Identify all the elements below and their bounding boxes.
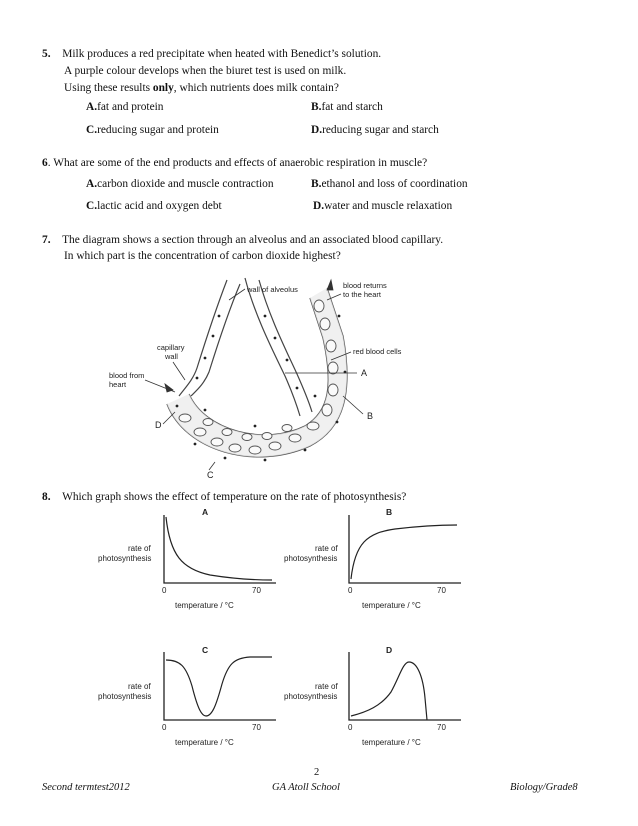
label-blood-from-1: blood from [109, 371, 145, 380]
graph-c-x0: 0 [162, 723, 167, 732]
q6-option-c[interactable]: C.lactic acid and oxygen debt [86, 200, 222, 212]
label-capillary-1: capillary [157, 343, 185, 352]
graph-b-plot [345, 515, 465, 587]
graph-a-title: A [202, 507, 209, 517]
label-capillary-2: wall [165, 352, 178, 361]
q5-line-3-post: , which nutrients does milk contain? [173, 82, 339, 94]
graph-d-xlabel: temperature / °C [362, 738, 421, 747]
label-a: A [361, 368, 368, 378]
label-wall-of-alveolus: wall of alveolus [247, 285, 298, 294]
graph-b-curve [351, 525, 457, 579]
graph-d-ylabel-1: rate of [315, 682, 338, 691]
graph-d-x1: 70 [437, 723, 446, 732]
q5-line-1: Milk produces a red precipitate when heated with Benedict’s solution. [62, 48, 382, 60]
q6-text: . What are some of the end products and effects of anaerobic respiration in muscle? [47, 157, 428, 169]
alveolus-wall-right-outer [245, 278, 300, 416]
graph-c-ylabel-1: rate of [128, 682, 151, 691]
graph-c-axes [164, 652, 276, 720]
graph-c-title: C [202, 645, 209, 655]
alveolus-diagram [105, 276, 405, 482]
q7-line-1: The diagram shows a section through an alveolus and an associated blood capillary. [62, 234, 444, 246]
graph-c-xlabel: temperature / °C [175, 738, 234, 747]
graph-a-xlabel: temperature / °C [175, 601, 234, 610]
label-c: C [207, 470, 214, 480]
graph-d-title: D [386, 645, 393, 655]
label-red-blood-cells: red blood cells [353, 347, 402, 356]
graph-c-plot [160, 652, 280, 724]
footer-right: Biology/Grade8 [510, 782, 578, 793]
graph-d-axes [349, 652, 461, 720]
footer-left: Second termtest2012 [42, 782, 130, 793]
q6-option-d[interactable]: D.water and muscle relaxation [313, 200, 453, 212]
q7-line-2: In which part is the concentration of carbon dioxide highest? [64, 250, 341, 262]
graph-a-x0: 0 [162, 586, 167, 595]
graph-b-x0: 0 [348, 586, 353, 595]
q5-option-b[interactable]: B.fat and starch [311, 101, 383, 113]
graph-d-curve [351, 662, 427, 720]
graph-a-axes [164, 515, 276, 583]
q5-option-d[interactable]: D.reducing sugar and starch [311, 124, 439, 136]
graph-b-ylabel-1: rate of [315, 544, 338, 553]
q5-line-3-pre: Using these results [64, 82, 153, 94]
graph-a-x1: 70 [252, 586, 261, 595]
graph-b-ylabel-2: photosynthesis [284, 554, 338, 563]
graph-a-ylabel-2: photosynthesis [98, 554, 152, 563]
label-blood-returns-1: blood returns [343, 281, 387, 290]
label-blood-from-2: heart [109, 380, 127, 389]
q6-option-a[interactable]: A.carbon dioxide and muscle contraction [86, 178, 274, 190]
q5-line-3 [64, 81, 339, 96]
label-d: D [155, 420, 162, 430]
q8-stem [42, 490, 406, 505]
graph-a-plot [160, 515, 280, 587]
q5-number: 5. [42, 48, 51, 60]
label-b: B [367, 411, 374, 421]
graph-c-x1: 70 [252, 723, 261, 732]
graph-d-plot [345, 652, 465, 724]
q8-number: 8. [42, 491, 51, 503]
q8-text: Which graph shows the effect of temperature on the rate of photosynthesis? [62, 491, 407, 503]
q5-line-3-bold: only [152, 82, 174, 94]
q5-stem [42, 47, 381, 62]
graph-c-curve [166, 657, 272, 716]
graph-a-curve [166, 517, 272, 580]
q5-option-a[interactable]: A.fat and protein [86, 101, 164, 113]
q7-number: 7. [42, 234, 51, 246]
q6-number: 6 [42, 157, 48, 169]
alveolus-wall-right-inner [259, 280, 312, 412]
graph-b-x1: 70 [437, 586, 446, 595]
label-blood-returns-2: to the heart [343, 290, 381, 299]
graph-c-ylabel-2: photosynthesis [98, 692, 152, 701]
alveolus-wall-left-inner [191, 284, 240, 396]
graph-b-title: B [386, 507, 393, 517]
graph-d-ylabel-2: photosynthesis [284, 692, 338, 701]
graph-b-xlabel: temperature / °C [362, 601, 421, 610]
q5-option-c[interactable]: C.reducing sugar and protein [86, 124, 219, 136]
q7-stem [42, 233, 443, 248]
q6-option-b[interactable]: B.ethanol and loss of coordination [311, 178, 468, 190]
footer-center: GA Atoll School [272, 782, 340, 793]
q6-stem [42, 156, 427, 171]
page-number: 2 [314, 767, 320, 778]
graph-d-x0: 0 [348, 723, 353, 732]
q5-line-2: A purple colour develops when the biuret test is used on milk. [64, 65, 347, 77]
graph-a-ylabel-1: rate of [128, 544, 151, 553]
